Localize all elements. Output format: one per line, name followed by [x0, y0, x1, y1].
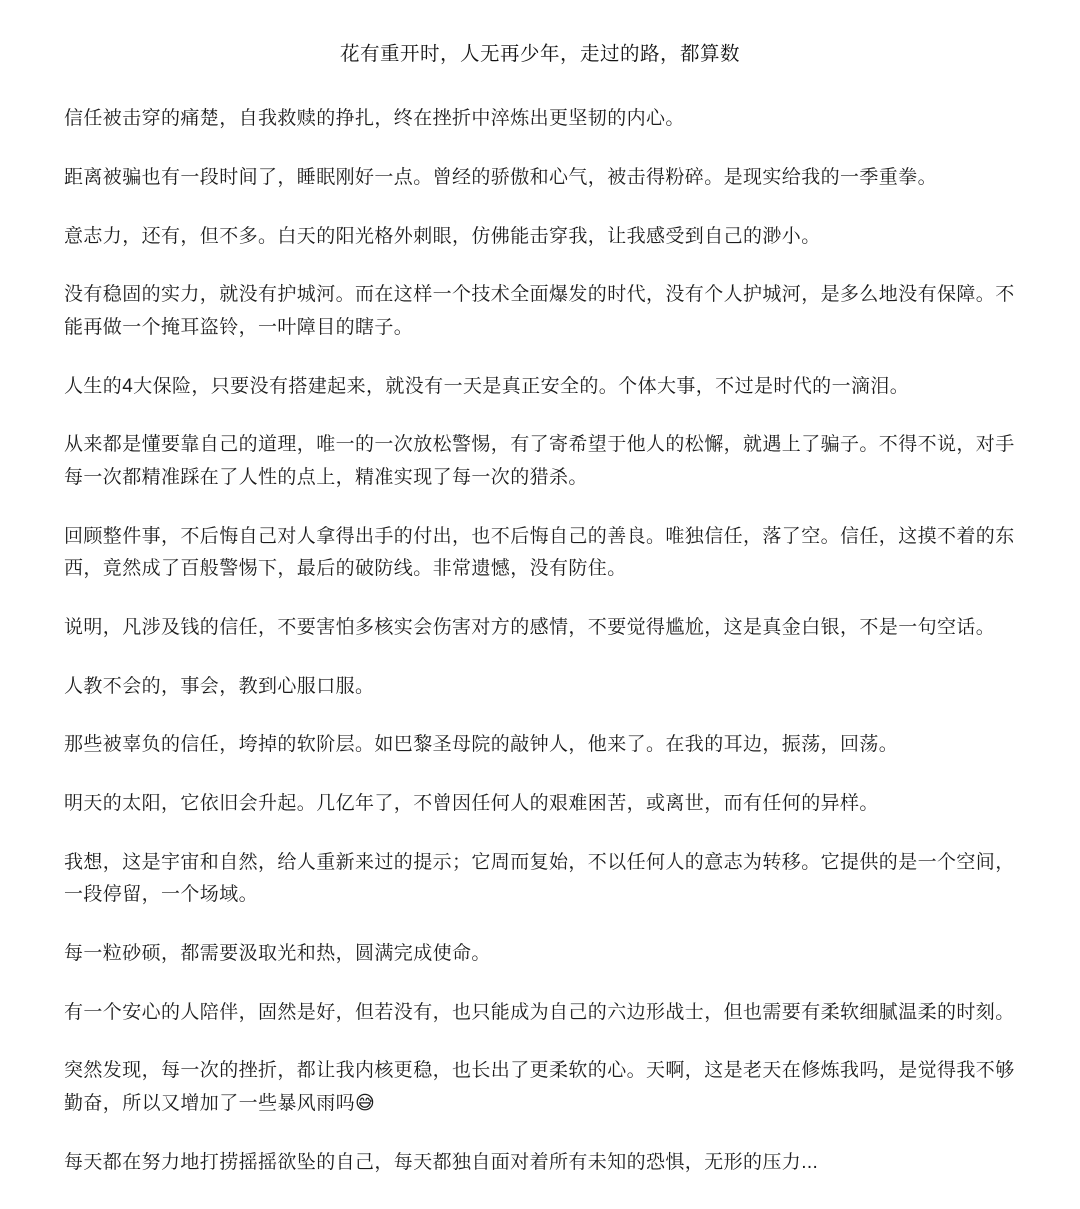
- paragraph: 突然发现，每一次的挫折，都让我内核更稳，也长出了更柔软的心。天啊，这是老天在修炼我吗，是觉得我不够勤奋，所以又增加了一些暴风雨吗😅: [64, 1060, 1015, 1115]
- paragraph: 说明，凡涉及钱的信任，不要害怕多核实会伤害对方的感情，不要觉得尴尬，这是真金白银，不是一句空话。: [64, 616, 996, 638]
- paragraph: 回顾整件事，不后悔自己对人拿得出手的付出，也不后悔自己的善良。唯独信任，落了空。信任，这摸不着的东西，竟然成了百般警惕下，最后的破防线。非常遗憾，没有防住。: [64, 525, 1015, 580]
- paragraph: 明天的太阳，它依旧会升起。几亿年了，不曾因任何人的艰难困苦，或离世，而有任何的异样。: [64, 792, 879, 814]
- paragraph: 每天都在努力地打捞摇摇欲坠的自己，每天都独自面对着所有未知的恐惧，无形的压力...: [64, 1151, 819, 1173]
- paragraph: 从来都是懂要靠自己的道理，唯一的一次放松警惕，有了寄希望于他人的松懈，就遇上了骗子。不得不说，对手每一次都精准踩在了人性的点上，精准实现了每一次的猎杀。: [64, 434, 1015, 488]
- paragraph: 没有稳固的实力，就没有护城河。而在这样一个技术全面爆发的时代，没有个人护城河，是多么地没有保障。不能再做一个掩耳盗铃，一叶障目的瞎子。: [64, 284, 1015, 338]
- paragraph: 意志力，还有，但不多。白天的阳光格外刺眼，仿佛能击穿我，让我感受到自己的渺小。: [64, 225, 821, 247]
- paragraph: 人教不会的，事会，教到心服口服。: [64, 675, 375, 697]
- paragraph: 距离被骗也有一段时间了，睡眠刚好一点。曾经的骄傲和心气，被击得粉碎。是现实给我的一季重拳。: [64, 166, 938, 188]
- page-title: 花有重开时，人无再少年，走过的路，都算数: [339, 43, 740, 65]
- paragraph: 每一粒砂硕，都需要汲取光和热，圆满完成使命。: [64, 943, 491, 964]
- document-body: [64, 103, 1016, 1179]
- paragraph: 人生的4大保险，只要没有搭建起来，就没有一天是真正安全的。个体大事，不过是时代的一滴泪。: [64, 375, 910, 397]
- paragraph: 我想，这是宇宙和自然，给人重新来过的提示；它周而复始，不以任何人的意志为转移。它提供的是一个空间，一段停留，一个场域。: [64, 851, 1015, 906]
- paragraph: 有一个安心的人陪伴，固然是好，但若没有，也只能成为自己的六边形战士，但也需要有柔软细腻温柔的时刻。: [64, 1001, 1015, 1023]
- paragraph: 那些被辜负的信任，垮掉的软阶层。如巴黎圣母院的敲钟人，他来了。在我的耳边，振荡，回荡。: [64, 734, 899, 756]
- paragraph: 信任被击穿的痛楚，自我救赎的挣扎，终在挫折中淬炼出更坚韧的内心。: [64, 108, 685, 130]
